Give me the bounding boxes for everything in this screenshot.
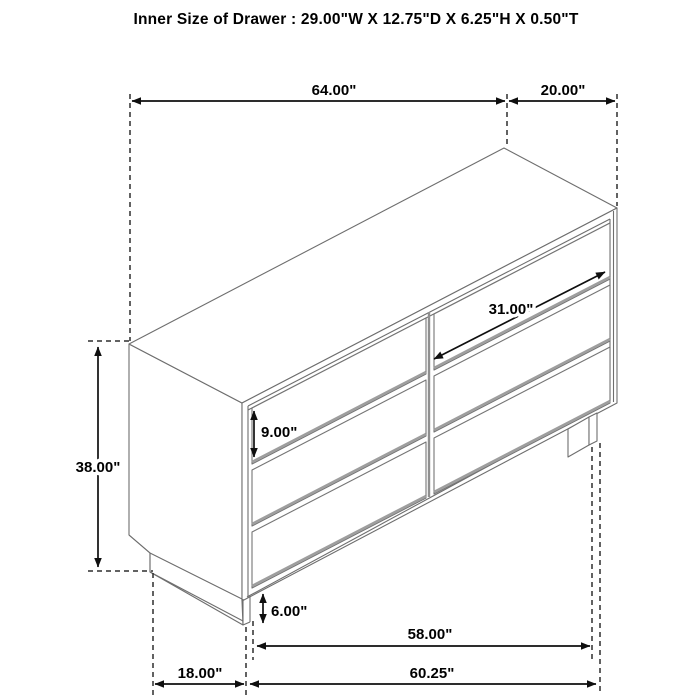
dim-floor-width-label: 60.25" <box>409 665 455 682</box>
dim-overall-height-label: 38.00" <box>75 459 121 476</box>
dim-top-depth-label: 20.00" <box>540 82 586 99</box>
dim-floor-depth <box>155 665 244 684</box>
dim-top-width-label: 64.00" <box>311 82 357 99</box>
page-title: Inner Size of Drawer : 29.00"W X 12.75"D X 6.25"H X 0.50"T <box>133 11 579 28</box>
dim-top-width <box>132 82 505 101</box>
dim-floor-depth-label: 18.00" <box>177 665 223 682</box>
dresser-drawing <box>129 148 617 625</box>
dim-overall-height <box>76 347 121 567</box>
dim-drawer-height-label: 9.00" <box>261 424 298 441</box>
dim-floor-width <box>250 665 596 684</box>
dim-drawer-width-label: 31.00" <box>488 301 534 318</box>
dim-top-depth <box>509 82 615 101</box>
dim-base-height-label: 6.00" <box>271 603 308 620</box>
dim-leg-span <box>257 626 590 646</box>
dim-leg-span-label: 58.00" <box>407 626 453 643</box>
dim-base-height <box>263 594 307 623</box>
